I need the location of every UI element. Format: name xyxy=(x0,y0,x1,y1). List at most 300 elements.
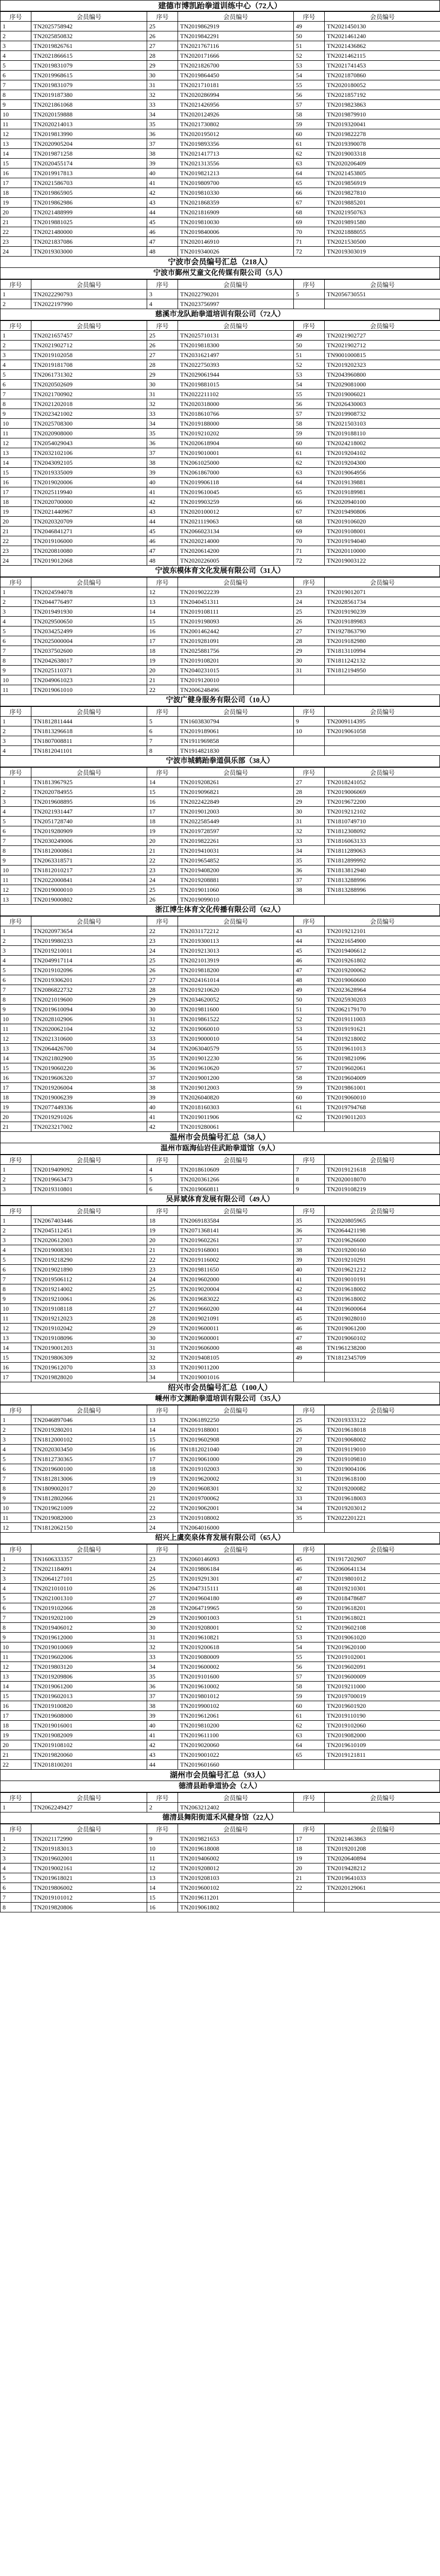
seq-cell: 5 xyxy=(1,1454,31,1464)
member-code-cell: TN2019212102 xyxy=(325,807,440,817)
member-code-cell: TN2022000841 xyxy=(31,875,147,885)
member-code-cell: TN2019082000 xyxy=(325,1731,440,1740)
member-code-cell: TN2069183584 xyxy=(178,1216,294,1226)
member-code-cell: TN2019188110 xyxy=(325,429,440,438)
table-row xyxy=(1,1343,440,1353)
table-row xyxy=(1,1184,440,1194)
seq-cell: 63 xyxy=(294,468,325,478)
seq-cell: 13 xyxy=(1,448,31,458)
seq-cell: 4 xyxy=(1,746,31,756)
member-code-cell: TN9001000815 xyxy=(325,350,440,360)
seq-cell: 36 xyxy=(294,866,325,875)
table-row xyxy=(1,360,440,370)
seq-cell: 36 xyxy=(147,1682,178,1691)
member-code-cell: TN2064426700 xyxy=(31,1044,147,1054)
table-row xyxy=(1,646,440,656)
table-row xyxy=(1,1314,440,1324)
table-row xyxy=(1,1903,440,1912)
seq-cell: 16 xyxy=(1,1073,31,1083)
table-row xyxy=(1,675,440,685)
member-code-cell: TN2019606000 xyxy=(178,1343,294,1353)
member-table xyxy=(0,1405,440,1533)
member-code-cell: TN2018478687 xyxy=(325,1594,440,1603)
seq-cell: 22 xyxy=(147,1255,178,1265)
seq-cell: 7 xyxy=(147,736,178,746)
seq-cell: 20 xyxy=(1,208,31,217)
member-code-cell: TN2019001022 xyxy=(178,1750,294,1760)
seq-cell: 5 xyxy=(1,1255,31,1265)
member-code-cell: TN2019810330 xyxy=(178,188,294,198)
member-code-cell: TN2019621212 xyxy=(325,1265,440,1275)
seq-cell: 3 xyxy=(1,350,31,360)
member-code-cell: TN2019028010 xyxy=(325,1314,440,1324)
seq-cell: 33 xyxy=(147,1652,178,1662)
organization-title: 吴昇斌体育发展有限公司（49人） xyxy=(0,1194,440,1206)
seq-cell: 50 xyxy=(294,995,325,1005)
seq-cell: 27 xyxy=(147,350,178,360)
member-code-cell: TN2018610609 xyxy=(178,1165,294,1175)
seq-cell: 11 xyxy=(1,685,31,695)
seq-cell: 8 xyxy=(1,656,31,666)
member-code-cell: TN2025881756 xyxy=(178,646,294,656)
table-row xyxy=(1,626,440,636)
member-code-cell: TN2026040820 xyxy=(178,1093,294,1103)
member-code-cell: TN2040231015 xyxy=(178,666,294,675)
seq-cell: 33 xyxy=(147,409,178,419)
seq-cell: 12 xyxy=(1,885,31,895)
seq-cell: 5 xyxy=(1,965,31,975)
seq-cell: 70 xyxy=(294,536,325,546)
seq-cell: 64 xyxy=(294,478,325,487)
member-code-cell: TN2019008301 xyxy=(31,1245,147,1255)
member-code-cell: TN2019300113 xyxy=(178,936,294,946)
seq-cell: 9 xyxy=(294,717,325,726)
member-code-cell: TN2019683022 xyxy=(178,1294,294,1304)
member-code-cell: TN2025758942 xyxy=(31,22,147,31)
seq-cell: 3 xyxy=(1,1435,31,1445)
seq-cell: 26 xyxy=(294,617,325,626)
member-code-cell: TN2019612061 xyxy=(178,1711,294,1721)
table-row xyxy=(1,1484,440,1494)
seq-cell: 55 xyxy=(294,80,325,90)
seq-cell: 24 xyxy=(1,247,31,257)
member-code-cell: TN2019108118 xyxy=(31,1304,147,1314)
member-code-cell: TN2019210301 xyxy=(325,1584,440,1594)
member-code-cell: TN2021313556 xyxy=(178,159,294,168)
seq-cell: 41 xyxy=(147,1112,178,1122)
seq-cell: 16 xyxy=(147,1445,178,1454)
member-code-cell: TN2019212023 xyxy=(31,1314,147,1324)
seq-cell: 22 xyxy=(1,536,31,546)
table-row xyxy=(1,666,440,675)
member-code-cell: TN2019822278 xyxy=(325,129,440,139)
seq-cell: 43 xyxy=(294,926,325,936)
member-code-cell: TN2019862986 xyxy=(31,198,147,208)
code-header: 会员编号 xyxy=(325,1206,440,1216)
seq-cell: 6 xyxy=(1,826,31,836)
seq-cell: 11 xyxy=(1,1652,31,1662)
seq-cell: 45 xyxy=(147,527,178,536)
seq-cell: 45 xyxy=(294,1554,325,1564)
member-code-cell: TN2021931447 xyxy=(31,807,147,817)
member-code-cell: TN2021730802 xyxy=(178,120,294,129)
seq-cell: 10 xyxy=(1,675,31,685)
member-code-cell: TN2020286994 xyxy=(178,90,294,100)
seq-cell: 44 xyxy=(294,1304,325,1314)
seq-cell: 17 xyxy=(147,636,178,646)
seq-cell: 64 xyxy=(294,168,325,178)
seq-cell: 37 xyxy=(147,139,178,149)
seq-cell: 54 xyxy=(294,1642,325,1652)
seq-cell: 43 xyxy=(147,507,178,517)
seq-cell: 51 xyxy=(294,41,325,51)
seq-cell: 51 xyxy=(294,350,325,360)
table-row xyxy=(1,1523,440,1533)
member-code-cell: TN2019208012 xyxy=(178,1863,294,1873)
member-code-cell: TN2063318571 xyxy=(31,856,147,866)
member-code-cell: TN2019096821 xyxy=(178,787,294,797)
code-header: 会员编号 xyxy=(325,280,440,290)
member-code-cell: TN2020018070 xyxy=(325,1175,440,1184)
seq-cell: 32 xyxy=(147,1353,178,1363)
seq-cell: 69 xyxy=(294,217,325,227)
table-row xyxy=(1,71,440,80)
seq-cell: 67 xyxy=(294,507,325,517)
seq-cell: 39 xyxy=(147,1711,178,1721)
table-row xyxy=(1,1594,440,1603)
table-row xyxy=(1,188,440,198)
seq-cell: 14 xyxy=(147,607,178,617)
table-row xyxy=(1,1701,440,1711)
member-code-cell: TN2019099010 xyxy=(178,895,294,905)
seq-header: 序号 xyxy=(294,1545,325,1554)
seq-cell: 58 xyxy=(294,110,325,120)
member-code-cell: TN2021700902 xyxy=(31,389,147,399)
member-code-cell: TN2019187380 xyxy=(31,90,147,100)
table-row xyxy=(1,1083,440,1093)
seq-cell: 46 xyxy=(294,1324,325,1333)
seq-cell: 28 xyxy=(147,1603,178,1613)
member-code-cell: TN2019303000 xyxy=(31,247,147,257)
seq-cell: 46 xyxy=(147,227,178,237)
seq-cell: 37 xyxy=(294,875,325,885)
seq-cell: 35 xyxy=(147,1672,178,1682)
table-row xyxy=(1,380,440,389)
member-code-cell: TN2019618018 xyxy=(325,1425,440,1435)
member-code-cell: TN2019803120 xyxy=(31,1662,147,1672)
seq-cell: 27 xyxy=(294,626,325,636)
member-code-cell: TN2019106000 xyxy=(31,536,147,546)
seq-cell: 34 xyxy=(147,110,178,120)
member-code-cell: TN2019823863 xyxy=(325,100,440,110)
seq-cell xyxy=(294,895,325,905)
table-row xyxy=(1,1245,440,1255)
table-row xyxy=(1,1623,440,1633)
table-row xyxy=(1,1304,440,1314)
table-row xyxy=(1,1863,440,1873)
seq-cell: 10 xyxy=(1,1014,31,1024)
member-code-cell: TN2020618904 xyxy=(178,438,294,448)
table-row xyxy=(1,290,440,299)
code-header: 会员编号 xyxy=(178,1545,294,1554)
member-code-cell: TN2019291301 xyxy=(178,1574,294,1584)
seq-cell: 6 xyxy=(147,1184,178,1194)
organization-title: 德清县舞阳街道禾风健身馆（22人） xyxy=(0,1812,440,1824)
seq-cell xyxy=(294,685,325,695)
table-row xyxy=(1,656,440,666)
table-row xyxy=(1,1333,440,1343)
member-code-cell: TN2009114395 xyxy=(325,717,440,726)
member-code-cell xyxy=(325,675,440,685)
table-row xyxy=(1,1024,440,1034)
seq-cell: 13 xyxy=(147,1415,178,1425)
table-header-row xyxy=(1,1206,440,1216)
seq-cell xyxy=(294,1760,325,1770)
seq-cell: 20 xyxy=(147,836,178,846)
seq-cell: 24 xyxy=(147,946,178,956)
member-code-cell: TN2019200062 xyxy=(325,965,440,975)
table-row xyxy=(1,1425,440,1435)
member-code-cell: TN2019006069 xyxy=(325,787,440,797)
member-code-cell: TN2019906118 xyxy=(178,478,294,487)
member-code-cell: TN2019801012 xyxy=(178,1691,294,1701)
seq-cell: 29 xyxy=(147,995,178,1005)
member-code-cell: TN2019602006 xyxy=(31,1652,147,1662)
seq-cell: 25 xyxy=(147,1284,178,1294)
member-code-cell: TN2019620002 xyxy=(178,1474,294,1484)
table-row xyxy=(1,208,440,217)
member-code-cell: TN2019604009 xyxy=(325,1073,440,1083)
member-code-cell: TN2020805965 xyxy=(325,1216,440,1226)
table-row xyxy=(1,1073,440,1083)
member-code-cell: TN2019101012 xyxy=(31,1893,147,1903)
seq-cell: 31 xyxy=(147,1014,178,1024)
member-code-cell: TN2019602000 xyxy=(178,1275,294,1284)
member-code-cell: TN2021586703 xyxy=(31,178,147,188)
seq-cell: 39 xyxy=(147,1093,178,1103)
member-code-cell: TN2019200160 xyxy=(325,1245,440,1255)
seq-cell: 21 xyxy=(1,1122,31,1132)
table-row xyxy=(1,227,440,237)
seq-cell: 32 xyxy=(147,1642,178,1652)
seq-cell: 23 xyxy=(147,1513,178,1523)
member-code-cell xyxy=(325,1363,440,1372)
member-code-cell: TN2019865905 xyxy=(31,188,147,198)
table-row xyxy=(1,90,440,100)
seq-cell: 44 xyxy=(294,936,325,946)
seq-cell: 3 xyxy=(1,1235,31,1245)
member-code-cell: TN2019672200 xyxy=(325,797,440,807)
seq-cell: 14 xyxy=(1,1682,31,1691)
seq-cell: 53 xyxy=(294,370,325,380)
seq-cell: 47 xyxy=(294,1574,325,1584)
seq-cell: 23 xyxy=(147,936,178,946)
member-code-cell: TN2021202018 xyxy=(31,399,147,409)
table-row xyxy=(1,517,440,527)
member-code-cell: TN2022197990 xyxy=(31,299,147,309)
seq-cell: 25 xyxy=(147,331,178,341)
member-code-cell: TN2019612070 xyxy=(31,1363,147,1372)
table-row xyxy=(1,936,440,946)
member-code-cell: TN2019861001 xyxy=(325,1083,440,1093)
seq-cell: 34 xyxy=(147,419,178,429)
member-code-cell: TN2040451311 xyxy=(178,597,294,607)
seq-cell xyxy=(294,1893,325,1903)
seq-cell: 8 xyxy=(147,746,178,756)
seq-cell: 33 xyxy=(147,100,178,110)
table-row xyxy=(1,1574,440,1584)
seq-header: 序号 xyxy=(294,321,325,331)
seq-cell: 40 xyxy=(294,1265,325,1275)
member-code-cell: TN2019202100 xyxy=(31,1613,147,1623)
seq-cell: 60 xyxy=(294,438,325,448)
seq-cell: 24 xyxy=(147,875,178,885)
member-code-cell: TN1813288996 xyxy=(325,885,440,895)
table-row xyxy=(1,1672,440,1682)
code-header: 会员编号 xyxy=(31,1824,147,1834)
member-code-cell: TN2019608000 xyxy=(31,1711,147,1721)
table-row xyxy=(1,100,440,110)
member-code-cell: TN2019818300 xyxy=(178,341,294,350)
seq-header: 序号 xyxy=(1,917,31,926)
seq-header: 序号 xyxy=(147,1824,178,1834)
seq-cell: 11 xyxy=(1,1513,31,1523)
member-code-cell: TN2019012003 xyxy=(178,1083,294,1093)
seq-header: 序号 xyxy=(147,578,178,587)
seq-cell: 28 xyxy=(147,360,178,370)
member-code-cell: TN2022585449 xyxy=(178,817,294,826)
table-row xyxy=(1,507,440,517)
member-code-cell: TN2061892250 xyxy=(178,1415,294,1425)
member-code-cell: TN2019601660 xyxy=(178,1760,294,1770)
member-code-cell: TN2046897046 xyxy=(31,1415,147,1425)
seq-cell: 38 xyxy=(294,1245,325,1255)
member-code-cell: TN2019410031 xyxy=(178,846,294,856)
table-row xyxy=(1,178,440,188)
member-code-cell: TN2023421002 xyxy=(31,409,147,419)
member-code-cell: TN2019001003 xyxy=(178,1613,294,1623)
seq-cell: 22 xyxy=(1,1760,31,1770)
member-code-cell: TN2019106020 xyxy=(325,517,440,527)
member-code-cell: TN2019864450 xyxy=(178,71,294,80)
seq-cell: 13 xyxy=(1,1672,31,1682)
seq-cell: 2 xyxy=(1,341,31,350)
seq-cell: 38 xyxy=(147,1083,178,1093)
table-header-row xyxy=(1,917,440,926)
member-code-cell: TN2021888055 xyxy=(325,227,440,237)
table-row xyxy=(1,31,440,41)
seq-cell: 18 xyxy=(147,1464,178,1474)
seq-cell: 61 xyxy=(294,1711,325,1721)
member-code-cell: TN2019121618 xyxy=(325,1165,440,1175)
member-code-cell: TN2019108201 xyxy=(178,656,294,666)
seq-cell: 43 xyxy=(294,1294,325,1304)
member-code-cell: TN1812021040 xyxy=(178,1445,294,1454)
seq-cell: 32 xyxy=(147,90,178,100)
member-code-cell: TN1807008811 xyxy=(31,736,147,746)
member-code-cell: TN2019604180 xyxy=(178,1594,294,1603)
member-code-cell: TN2019108002 xyxy=(178,1513,294,1523)
seq-cell: 15 xyxy=(1,1353,31,1363)
member-code-cell: TN2019811650 xyxy=(178,1265,294,1275)
table-row xyxy=(1,1854,440,1863)
seq-cell: 5 xyxy=(147,1175,178,1184)
seq-cell: 71 xyxy=(294,546,325,556)
member-code-cell: TN2025710131 xyxy=(178,331,294,341)
code-header: 会员编号 xyxy=(178,1824,294,1834)
table-row xyxy=(1,956,440,965)
table-row xyxy=(1,787,440,797)
seq-cell: 60 xyxy=(294,1701,325,1711)
seq-cell: 5 xyxy=(294,290,325,299)
table-row xyxy=(1,946,440,956)
member-code-cell: TN2019881015 xyxy=(178,380,294,389)
member-code-cell: TN2019210291 xyxy=(325,1255,440,1265)
member-code-cell: TN2019208261 xyxy=(178,777,294,787)
seq-cell: 28 xyxy=(294,787,325,797)
member-code-cell: TN2019917813 xyxy=(31,168,147,178)
seq-cell: 33 xyxy=(147,1034,178,1044)
seq-cell xyxy=(294,746,325,756)
seq-cell: 48 xyxy=(294,1584,325,1594)
seq-cell: 34 xyxy=(147,1044,178,1054)
seq-cell: 59 xyxy=(294,1691,325,1701)
member-code-cell xyxy=(325,1760,440,1770)
table-row xyxy=(1,478,440,487)
seq-cell: 40 xyxy=(147,478,178,487)
table-row xyxy=(1,1844,440,1854)
seq-cell: 37 xyxy=(147,448,178,458)
member-code-cell: TN2019064956 xyxy=(325,468,440,478)
seq-cell: 6 xyxy=(147,726,178,736)
member-code-cell: TN2021488999 xyxy=(31,208,147,217)
member-code-cell: TN2030249006 xyxy=(31,836,147,846)
seq-header: 序号 xyxy=(147,768,178,777)
member-code-cell: TN2022790201 xyxy=(178,290,294,299)
member-code-cell: TN2019194040 xyxy=(325,536,440,546)
table-row xyxy=(1,717,440,726)
member-code-cell: TN2019188000 xyxy=(178,419,294,429)
table-row xyxy=(1,817,440,826)
seq-cell: 44 xyxy=(147,1760,178,1770)
seq-cell: 14 xyxy=(147,777,178,787)
table-row xyxy=(1,1721,440,1731)
seq-cell: 4 xyxy=(1,1245,31,1255)
seq-cell: 23 xyxy=(294,587,325,597)
seq-cell: 50 xyxy=(294,1603,325,1613)
seq-cell: 42 xyxy=(147,1122,178,1132)
seq-cell: 19 xyxy=(147,1474,178,1484)
member-code-cell: TN2019100820 xyxy=(31,1701,147,1711)
seq-cell: 10 xyxy=(1,1642,31,1652)
member-code-cell: TN2019003318 xyxy=(325,149,440,159)
seq-cell: 6 xyxy=(1,1265,31,1275)
seq-cell: 28 xyxy=(294,1445,325,1454)
seq-cell: 27 xyxy=(147,975,178,985)
seq-cell: 21 xyxy=(147,846,178,856)
member-code-cell: TN2025930203 xyxy=(325,995,440,1005)
member-code-cell: TN2024161014 xyxy=(178,975,294,985)
code-header: 会员编号 xyxy=(31,1793,147,1803)
seq-cell: 16 xyxy=(147,797,178,807)
seq-cell: 23 xyxy=(147,866,178,875)
seq-cell: 5 xyxy=(1,370,31,380)
table-row xyxy=(1,1226,440,1235)
seq-cell: 14 xyxy=(1,458,31,468)
member-code-cell: TN2044776497 xyxy=(31,597,147,607)
member-code-cell: TN2019406012 xyxy=(31,1623,147,1633)
seq-cell: 7 xyxy=(1,985,31,995)
